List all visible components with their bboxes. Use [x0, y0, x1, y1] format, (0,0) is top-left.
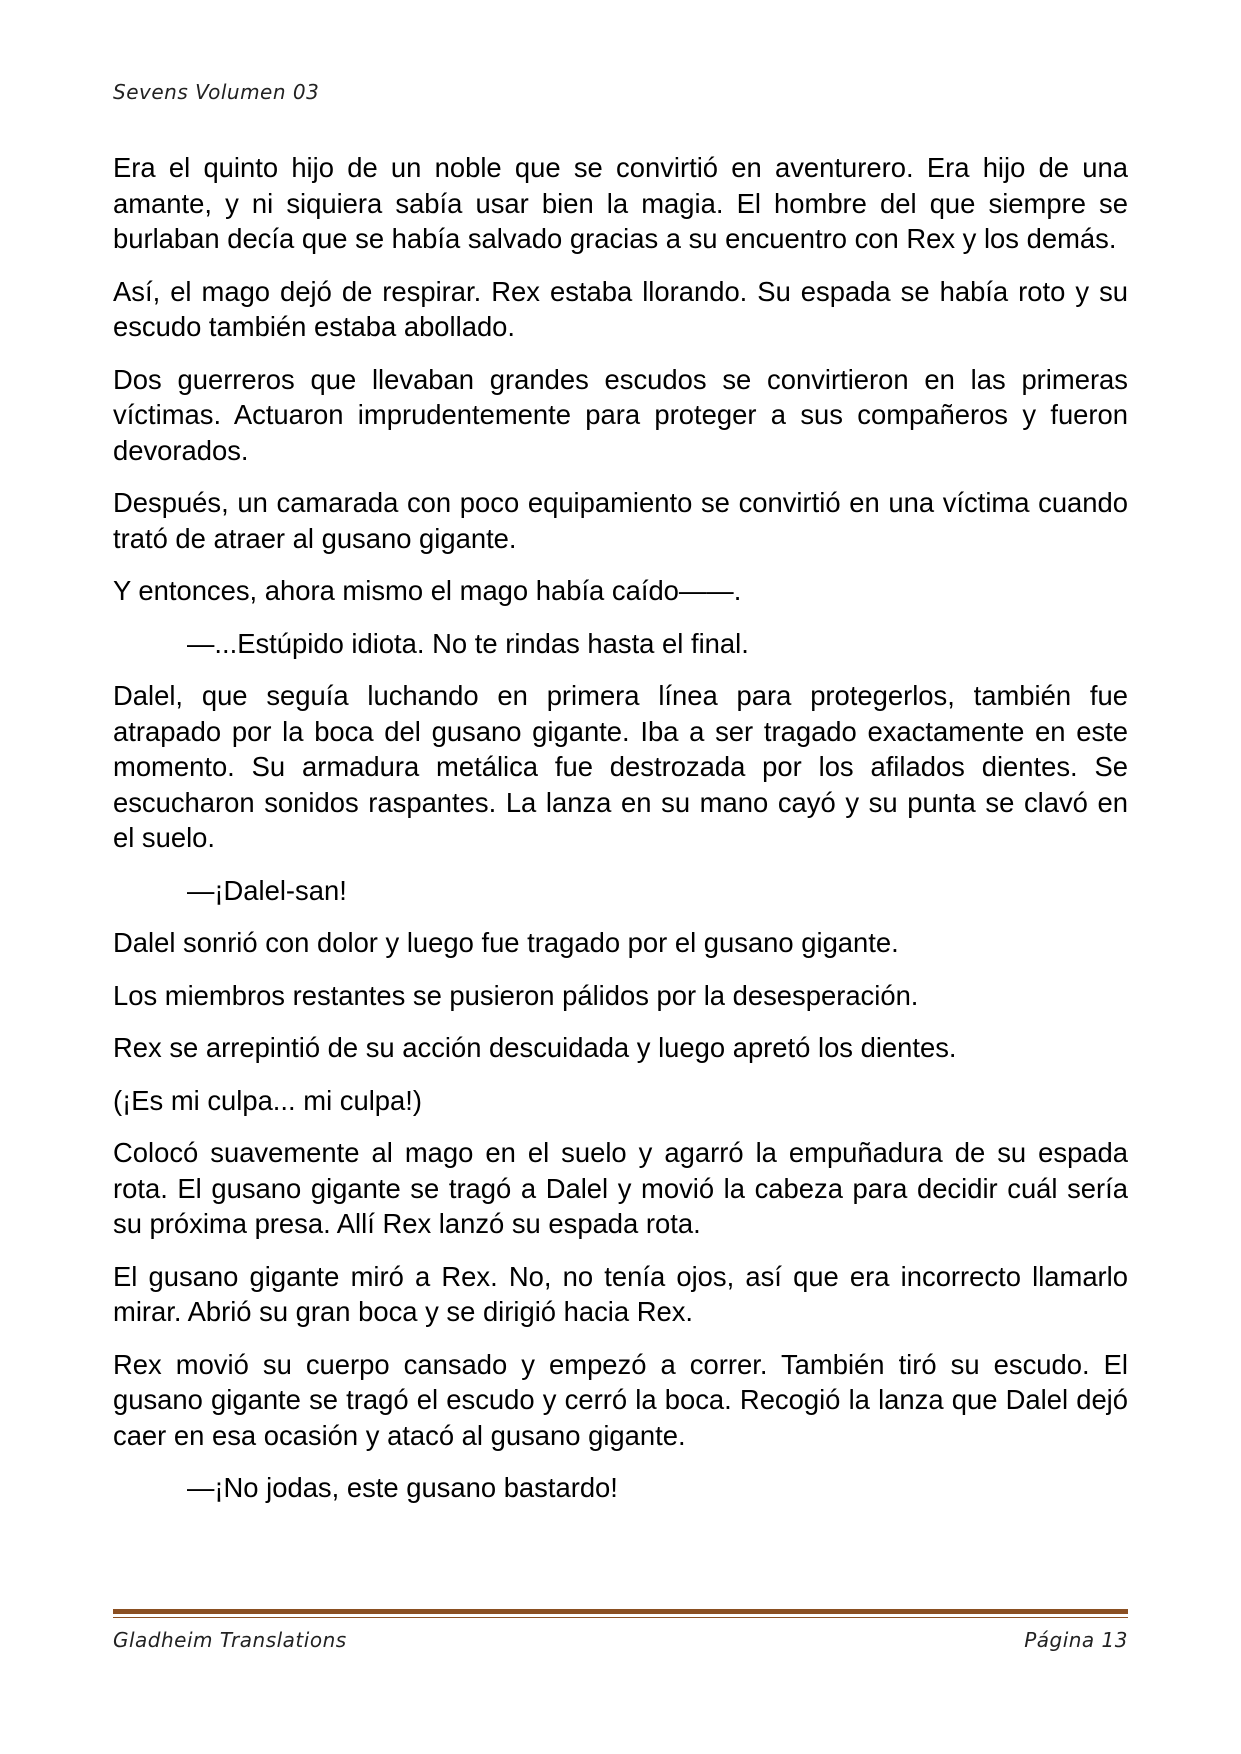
paragraph: Los miembros restantes se pusieron pálidos por la desesperación.: [113, 979, 919, 1011]
paragraph: Rex movió su cuerpo cansado y empezó a correr. También tiró su escudo. El gusano gigante se tragó el escudo y cerró la boca. Recogió la lanza que Dalel dejó caer en esa ocasión y atacó al gusano gigante.: [113, 1348, 1128, 1451]
paragraph: Era el quinto hijo de un noble que se convirtió en aventurero. Era hijo de una amante, y ni siquiera sabía usar bien la magia. El hombre del que siempre se burlaban decía que se había salvado gracias a su encuentro con Rex y los demás.: [113, 152, 1128, 254]
running-header: Sevens Volumen 03: [113, 80, 320, 104]
paragraph: Después, un camarada con poco equipamiento se convirtió en una víctima cuando trató de atraer al gusano gigante.: [113, 487, 1128, 554]
page-body: [113, 150, 1128, 1523]
dialogue-line: —¡No jodas, este gusano bastardo!: [187, 1472, 618, 1503]
paragraph: Así, el mago dejó de respirar. Rex estaba llorando. Su espada se había roto y su escudo también estaba abollado.: [113, 275, 1128, 342]
footer-page-number: Página 13: [1024, 1628, 1128, 1652]
footer-publisher: Gladheim Translations: [113, 1628, 347, 1652]
paragraph: Dos guerreros que llevaban grandes escudos se convirtieron en las primeras víctimas. Actuaron imprudentemente para proteger a sus compañeros y fueron devorados.: [113, 363, 1128, 466]
dialogue-line: —¡Dalel-san!: [187, 874, 347, 906]
footer-divider: [113, 1609, 1128, 1618]
paragraph: Dalel, que seguía luchando en primera línea para protegerlos, también fue atrapado por la boca del gusano gigante. Iba a ser tragado exactamente en este momento. Su armadura metálica fue destrozada por los afilados dientes. Se escucharon sonidos raspantes. La lanza en su mano cayó y su punta se clavó en el suelo.: [113, 680, 1128, 853]
footer-divider-thick: [113, 1609, 1128, 1614]
paragraph: Colocó suavemente al mago en el suelo y agarró la empuñadura de su espada rota. El gusano gigante se tragó a Dalel y movió la cabeza para decidir cuál sería su próxima presa. Allí Rex lanzó su espada rota.: [113, 1137, 1128, 1239]
footer-divider-thin: [113, 1617, 1128, 1618]
dialogue-line: —...Estúpido idiota. No te rindas hasta el final.: [187, 627, 749, 659]
paragraph: El gusano gigante miró a Rex. No, no tenía ojos, así que era incorrecto llamarlo mirar. Abrió su gran boca y se dirigió hacia Rex.: [113, 1260, 1128, 1327]
paragraph: Y entonces, ahora mismo el mago había caído——.: [113, 575, 742, 606]
paragraph: Dalel sonrió con dolor y luego fue tragado por el gusano gigante.: [113, 927, 899, 958]
paragraph: Rex se arrepintió de su acción descuidada y luego apretó los dientes.: [113, 1032, 957, 1063]
paragraph: (¡Es mi culpa... mi culpa!): [113, 1084, 422, 1116]
